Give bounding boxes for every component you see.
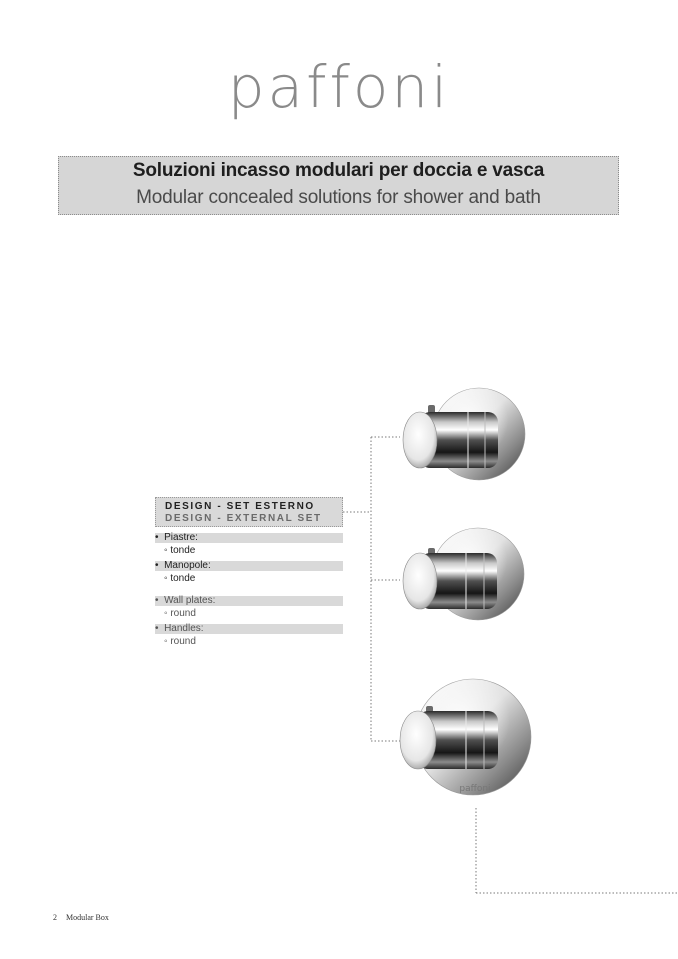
design-heading-italian: DESIGN - SET ESTERNO [165,501,315,512]
design-heading-english: DESIGN - EXTERNAL SET [165,513,322,524]
spec-label-handles-it: • Manopole: [155,560,211,571]
spec-label-handles-en: • Handles: [155,623,204,634]
mixer-product-2 [403,528,524,620]
spec-label-plates-en: • Wall plates: [155,595,216,606]
page-number: 2 [53,913,57,922]
spec-value-plates-it: ◦ tonde [164,545,196,556]
brand-logo: paffoni [227,53,451,121]
page-title-english: Modular concealed solutions for shower and bath [136,187,541,208]
design-set-box [155,497,343,527]
page-title-italian: Soluzioni incasso modulari per doccia e vasca [132,160,545,181]
product-engraving: paffoni [459,784,491,794]
connector-lines [343,437,678,893]
spec-value-handles-it: ◦ tonde [164,573,196,584]
spec-value-handles-en: ◦ round [164,636,196,647]
spec-value-plates-en: ◦ round [164,608,196,619]
footer-section: Modular Box [66,913,109,922]
spec-label-plates-it: • Piastre: [155,532,198,543]
page-footer [53,913,109,922]
mixer-product-3 [400,679,531,795]
mixer-product-1 [403,388,525,480]
